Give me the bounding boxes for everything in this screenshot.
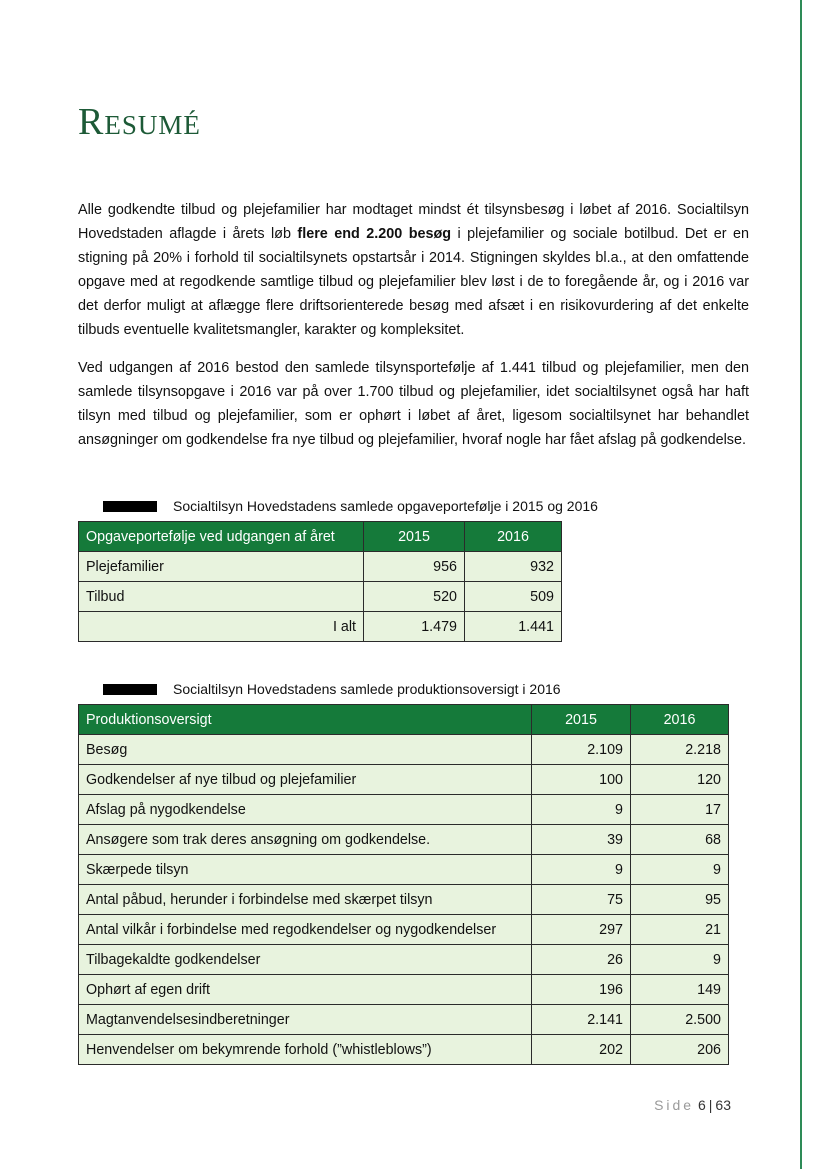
value-2015: 75 xyxy=(532,885,631,915)
table-header-row xyxy=(79,522,562,552)
value-2015: 956 xyxy=(364,552,465,582)
table-row xyxy=(79,915,729,945)
table-total-row xyxy=(79,612,562,642)
header-cell: 2016 xyxy=(465,522,562,552)
table-row xyxy=(79,1005,729,1035)
table-row xyxy=(79,582,562,612)
header-cell: 2016 xyxy=(631,705,729,735)
paragraph-2: Ved udgangen af 2016 bestod den samlede tilsynsportefølje af 1.441 tilbud og plejefamilier, men den samlede tilsynsopgave i 2016 var på over 1.700 tilbud og plejefamilier, idet socialtilsynet også har haft tilsyn med tilbud og plejefamilier, som er ophørt i løbet af året, ligesom socialtilsynet har behandlet ansøgninger om godkendelse fra nye tilbud og plejefamilier, hvoraf nogle har fået afslag på godkendelse. xyxy=(78,360,749,448)
paragraph-1 xyxy=(78,198,749,342)
row-label: Magtanvendelsesindberetninger xyxy=(79,1005,532,1035)
row-label: Tilbagekaldte godkendelser xyxy=(79,945,532,975)
row-label: Ophørt af egen drift xyxy=(79,975,532,1005)
table-header-row xyxy=(79,705,729,735)
paragraph-1-text: Alle godkendte tilbud og plejefamilier har modtaget mindst ét tilsynsbesøg i løbet af 2016. Socialtilsyn Hovedstaden aflagde i årets løb xyxy=(78,202,749,242)
value-2016: 17 xyxy=(631,795,729,825)
table-row xyxy=(79,975,729,1005)
value-2015: 2.141 xyxy=(532,1005,631,1035)
footer-page-number: 6 xyxy=(697,1097,706,1113)
header-cell: Produktionsoversigt xyxy=(79,705,532,735)
value-2016: 509 xyxy=(465,582,562,612)
table-row xyxy=(79,735,729,765)
value-2016: 9 xyxy=(631,945,729,975)
row-label: Plejefamilier xyxy=(79,552,364,582)
row-label: Antal påbud, herunder i forbindelse med skærpet tilsyn xyxy=(79,885,532,915)
row-label: Henvendelser om bekymrende forhold (”whistleblows”) xyxy=(79,1035,532,1065)
value-2016: 2.500 xyxy=(631,1005,729,1035)
table-row xyxy=(79,855,729,885)
row-label: Skærpede tilsyn xyxy=(79,855,532,885)
value-2015: 100 xyxy=(532,765,631,795)
portfolio-table xyxy=(78,521,562,642)
table-row xyxy=(79,765,729,795)
value-2015: 9 xyxy=(532,855,631,885)
value-2015: 297 xyxy=(532,915,631,945)
page-title: Resumé xyxy=(78,101,201,143)
paragraph-1-bold: flere end 2.200 besøg xyxy=(297,226,452,242)
caption-bar-icon xyxy=(103,684,157,695)
page-footer xyxy=(654,1097,731,1113)
paragraph-1-text-end: i plejefamilier og sociale botilbud. Det er en stigning på 20% i forhold til socialtilsynets opstartsår i 2014. Stigningen skyldes bl.a., at den omfattende opgave med at regodkende samtlige tilbud og plejefamilier blev løst i de to foregående år, og i 2016 var det derfor muligt at aflægge flere driftsorienterede besøg med afsæt i en risikovurdering af det enkelte tilbuds eventuelle kvalitetsmangler, karakter og kompleksitet. xyxy=(78,226,749,338)
header-cell: 2015 xyxy=(364,522,465,552)
table-row xyxy=(79,885,729,915)
table-row xyxy=(79,945,729,975)
row-label: Antal vilkår i forbindelse med regodkendelser og nygodkendelser xyxy=(79,915,532,945)
value-2015: 26 xyxy=(532,945,631,975)
value-2015: 39 xyxy=(532,825,631,855)
total-2016: 1.441 xyxy=(465,612,562,642)
header-cell: 2015 xyxy=(532,705,631,735)
table-2-caption-text: Socialtilsyn Hovedstadens samlede produktionsoversigt i 2016 xyxy=(173,681,561,697)
value-2016: 9 xyxy=(631,855,729,885)
table-row xyxy=(79,552,562,582)
production-table xyxy=(78,704,729,1065)
table-1-caption xyxy=(103,498,598,514)
table-row xyxy=(79,795,729,825)
value-2015: 2.109 xyxy=(532,735,631,765)
value-2016: 21 xyxy=(631,915,729,945)
value-2016: 149 xyxy=(631,975,729,1005)
total-2015: 1.479 xyxy=(364,612,465,642)
row-label: Godkendelser af nye tilbud og plejefamilier xyxy=(79,765,532,795)
footer-page-total: 63 xyxy=(715,1097,731,1113)
value-2016: 95 xyxy=(631,885,729,915)
row-label: Tilbud xyxy=(79,582,364,612)
row-label: Ansøgere som trak deres ansøgning om godkendelse. xyxy=(79,825,532,855)
table-1-caption-text: Socialtilsyn Hovedstadens samlede opgaveportefølje i 2015 og 2016 xyxy=(173,498,598,514)
value-2015: 202 xyxy=(532,1035,631,1065)
total-label: I alt xyxy=(79,612,364,642)
row-label: Afslag på nygodkendelse xyxy=(79,795,532,825)
value-2016: 2.218 xyxy=(631,735,729,765)
footer-side-label: Side xyxy=(654,1097,695,1113)
table-row xyxy=(79,825,729,855)
caption-bar-icon xyxy=(103,501,157,512)
value-2015: 520 xyxy=(364,582,465,612)
table-row xyxy=(79,1035,729,1065)
value-2016: 68 xyxy=(631,825,729,855)
value-2016: 206 xyxy=(631,1035,729,1065)
row-label: Besøg xyxy=(79,735,532,765)
header-cell: Opgaveportefølje ved udgangen af året xyxy=(79,522,364,552)
value-2015: 9 xyxy=(532,795,631,825)
page-edge-line xyxy=(800,0,802,1169)
value-2016: 120 xyxy=(631,765,729,795)
footer-separator: | xyxy=(708,1097,713,1113)
table-2-caption xyxy=(103,681,561,697)
value-2016: 932 xyxy=(465,552,562,582)
value-2015: 196 xyxy=(532,975,631,1005)
